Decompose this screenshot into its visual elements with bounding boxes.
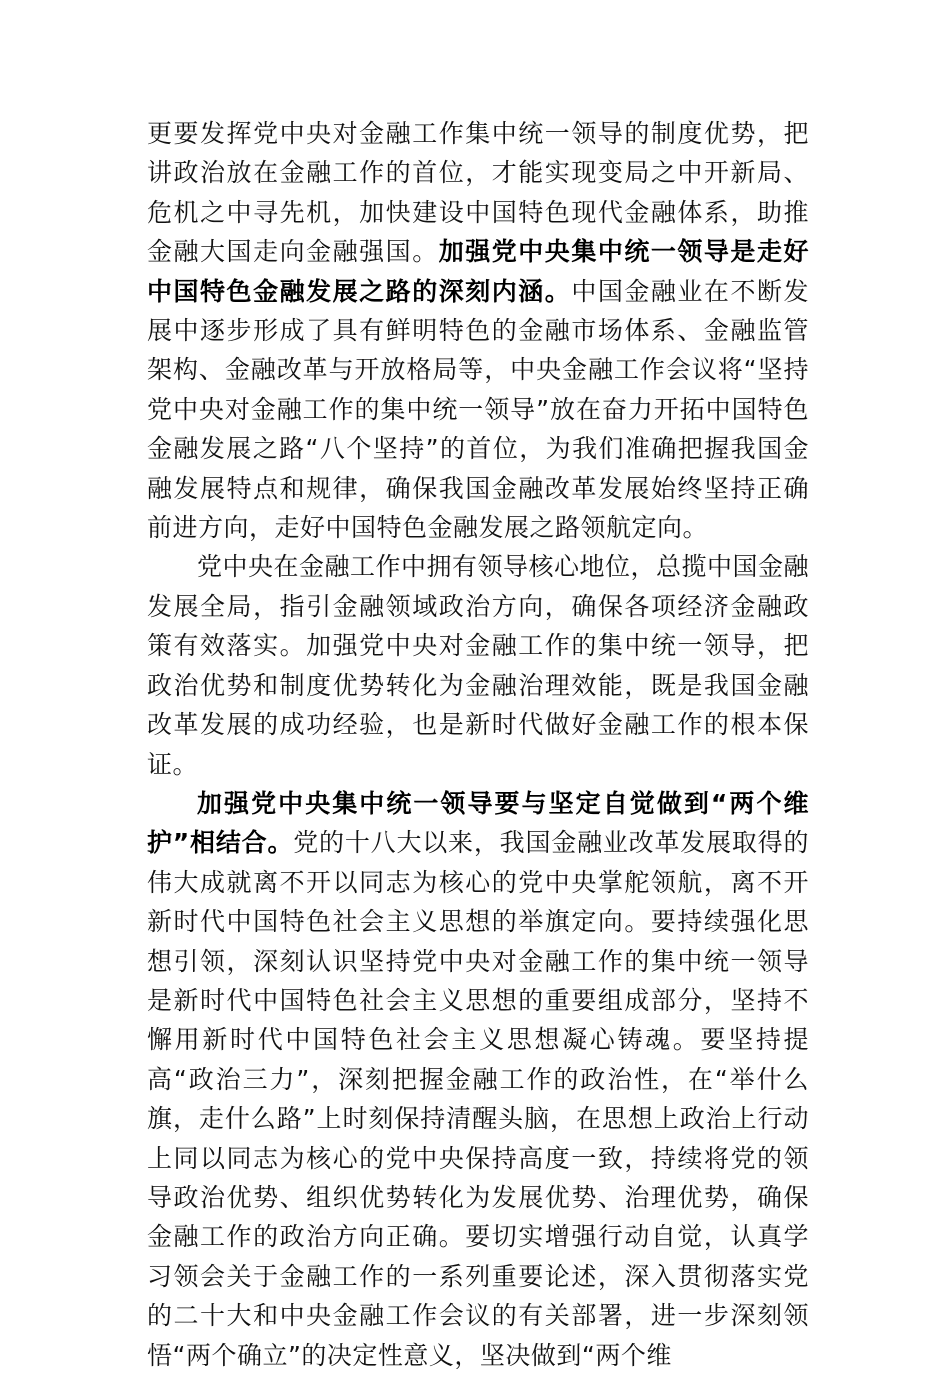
paragraph-1-run-1: 更要发挥党中央对金融工作集中统一领导的制度优势，把讲政治放在金融工作的首位，才能实现变局之中开新局、危机之中寻先机，加快建设中国特色现代金融体系，助推金融大国走向金融强国。 — [147, 119, 809, 267]
paragraph-1-run-3: 中国金融业在不断发展中逐步形成了具有鲜明特色的金融市场体系、金融监管架构、金融改革与开放格局等，中央金融工作会议将“坚持党中央对金融工作的集中统一领导”放在奋力开拓中国特色金融发展之路“八个坚持”的首位，为我们准确把握我国金融发展特点和规律，确保我国金融改革发展始终坚持正确前进方向，走好中国特色金融发展之路领航定向。 — [147, 276, 809, 543]
paragraph-2-run-1: 党中央在金融工作中拥有领导核心地位，总揽中国金融发展全局，指引金融领域政治方向，确保各项经济金融政策有效落实。加强党中央对金融工作的集中统一领导，把政治优势和制度优势转化为金融治理效能，既是我国金融改革发展的成功经验，也是新时代做好金融工作的根本保证。 — [147, 552, 810, 779]
paragraph-3-run-2: 党的十八大以来，我国金融业改革发展取得的伟大成就离不开以同志为核心的党中央掌舵领航，离不开新时代中国特色社会主义思想的举旗定向。要持续强化思想引领，深刻认识坚持党中央对金融工作的集中统一领导是新时代中国特色社会主义思想的重要组成部分，坚持不懈用新时代中国特色社会主义思想凝心铸魂。要坚持提高“政治三力”，深刻把握金融工作的政治性，在“举什么旗，走什么路”上时刻保持清醒头脑，在思想上政治上行动上同以同志为核心的党中央保持高度一致，持续将党的领导政治优势、组织优势转化为发展优势、治理优势，确保金融工作的政治方向正确。要切实增强行动自觉，认真学习领会关于金融工作的一系列重要论述，深入贯彻落实党的二十大和中央金融工作会议的有关部署，进一步深刻领悟“两个确立”的决定性意义，坚决做到“两个维 — [147, 828, 809, 1370]
paragraph-2 — [147, 547, 809, 783]
paragraph-1-heading-run: 加强党中央集中统一领导是走好中国特色金融发展之路的深刻内涵。 — [147, 237, 809, 306]
paragraph-3 — [147, 784, 809, 1375]
document-body — [147, 114, 809, 1375]
paragraph-3-heading-run: 加强党中央集中统一领导要与坚定自觉做到“两个维护”相结合。 — [147, 788, 809, 858]
paragraph-1 — [147, 114, 809, 547]
